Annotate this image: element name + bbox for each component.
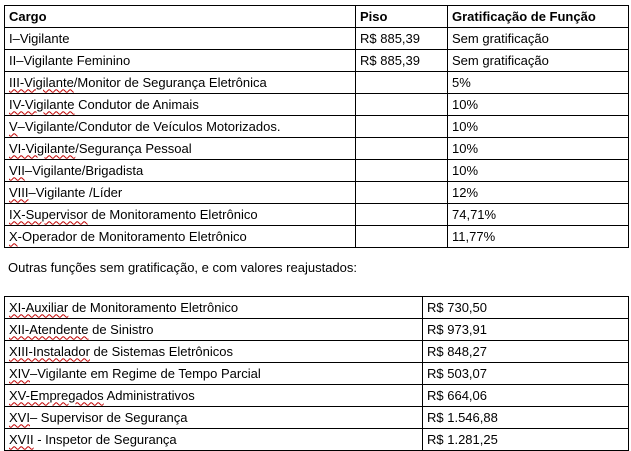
cell-cargo (5, 297, 423, 319)
cell-gratificacao: Sem gratificação (448, 50, 629, 72)
cell-cargo (5, 429, 423, 451)
cell-valor: R$ 1.546,88 (423, 407, 629, 429)
cell-valor: R$ 1.281,25 (423, 429, 629, 451)
cargo-numeral: I (9, 30, 13, 46)
cell-valor: R$ 503,07 (423, 363, 629, 385)
cargo-numeral: IX-Supervisor (9, 206, 88, 222)
cargo-name: –Vigilante/Brigadista (24, 162, 144, 178)
cargo-name: -Operador de Monitoramento Eletrônico (17, 228, 247, 244)
cargo-name: Condutor de Animais (74, 96, 199, 112)
cargo-numeral: XV-Empregados (9, 387, 104, 403)
cargo-name: de Monitoramento Eletrônico (68, 299, 239, 315)
table-row (5, 204, 629, 226)
cell-cargo (5, 385, 423, 407)
cargo-name: de Sinistro (88, 321, 154, 337)
cargo-name: de Sistemas Eletrônicos (89, 343, 234, 359)
table-row (5, 72, 629, 94)
cell-piso (356, 160, 448, 182)
cargo-name: –Vigilante/Condutor de Veículos Motorizados. (17, 118, 281, 134)
cargo-numeral: VIII (9, 184, 29, 200)
cell-cargo (5, 226, 356, 248)
cell-piso (356, 94, 448, 116)
table-row (5, 226, 629, 248)
cargo-numeral: VI-Vigilante (9, 140, 76, 156)
header-gratificacao: Gratificação de Função (448, 6, 629, 28)
cargo-numeral: VII (9, 162, 25, 178)
cargo-numeral: XIV (9, 365, 30, 381)
table-row (5, 138, 629, 160)
table-row (5, 297, 629, 319)
cell-piso (356, 138, 448, 160)
cargo-name: –Vigilante Feminino (16, 52, 131, 68)
cell-piso (356, 182, 448, 204)
cell-piso (356, 72, 448, 94)
cell-cargo (5, 28, 356, 50)
other-functions-table (4, 296, 629, 451)
cargo-name: /Segurança Pessoal (75, 140, 192, 156)
table-row (5, 407, 629, 429)
cargo-piso-table (4, 5, 629, 248)
cell-gratificacao: 10% (448, 94, 629, 116)
cell-cargo (5, 204, 356, 226)
cargo-name: –Vigilante (12, 30, 70, 46)
table-row (5, 182, 629, 204)
cell-cargo (5, 182, 356, 204)
table-row (5, 50, 629, 72)
cargo-numeral: XIII-Instalador (9, 343, 90, 359)
cargo-numeral: V (9, 118, 18, 134)
header-piso: Piso (356, 6, 448, 28)
cell-valor: R$ 664,06 (423, 385, 629, 407)
cell-piso (356, 204, 448, 226)
cell-cargo (5, 94, 356, 116)
cargo-numeral: III-Vigilante (9, 74, 74, 90)
table-header-row (5, 6, 629, 28)
cell-cargo (5, 363, 423, 385)
cell-gratificacao: 10% (448, 138, 629, 160)
cell-cargo (5, 50, 356, 72)
cell-valor: R$ 973,91 (423, 319, 629, 341)
cell-gratificacao: 5% (448, 72, 629, 94)
cell-piso (356, 116, 448, 138)
table-row (5, 429, 629, 451)
cargo-name: – Supervisor de Segurança (29, 409, 188, 425)
cell-cargo (5, 138, 356, 160)
table-row (5, 116, 629, 138)
cell-cargo (5, 407, 423, 429)
cell-gratificacao: 12% (448, 182, 629, 204)
cell-cargo (5, 319, 423, 341)
cargo-numeral: II (9, 52, 17, 68)
cell-gratificacao: 74,71% (448, 204, 629, 226)
cargo-numeral: XVII (9, 431, 34, 447)
cargo-numeral: X (9, 228, 18, 244)
cargo-numeral: XII-Atendente (9, 321, 89, 337)
cargo-numeral: XVI (9, 409, 30, 425)
table-row (5, 341, 629, 363)
cell-gratificacao: 10% (448, 116, 629, 138)
cell-piso (356, 226, 448, 248)
table-row (5, 94, 629, 116)
cargo-numeral: IV-Vigilante (9, 96, 75, 112)
header-cargo: Cargo (5, 6, 356, 28)
table-row (5, 28, 629, 50)
cell-piso: R$ 885,39 (356, 50, 448, 72)
cell-gratificacao: 10% (448, 160, 629, 182)
table-row (5, 160, 629, 182)
cell-cargo (5, 160, 356, 182)
cargo-name: de Monitoramento Eletrônico (87, 206, 258, 222)
cargo-name: Administrativos (103, 387, 195, 403)
table-row (5, 363, 629, 385)
cell-gratificacao: 11,77% (448, 226, 629, 248)
cargo-name: /Monitor de Segurança Eletrônica (73, 74, 267, 90)
cell-cargo (5, 341, 423, 363)
cell-gratificacao: Sem gratificação (448, 28, 629, 50)
section-note: Outras funções sem gratificação, e com valores reajustados: (8, 260, 357, 275)
cell-valor: R$ 730,50 (423, 297, 629, 319)
cargo-name: –Vigilante em Regime de Tempo Parcial (29, 365, 261, 381)
cargo-numeral: XI-Auxiliar (9, 299, 69, 315)
cargo-name: - Inspetor de Segurança (33, 431, 177, 447)
cell-cargo (5, 72, 356, 94)
cell-piso: R$ 885,39 (356, 28, 448, 50)
cell-cargo (5, 116, 356, 138)
table-row (5, 385, 629, 407)
cell-valor: R$ 848,27 (423, 341, 629, 363)
cargo-name: –Vigilante /Líder (28, 184, 123, 200)
table-row (5, 319, 629, 341)
